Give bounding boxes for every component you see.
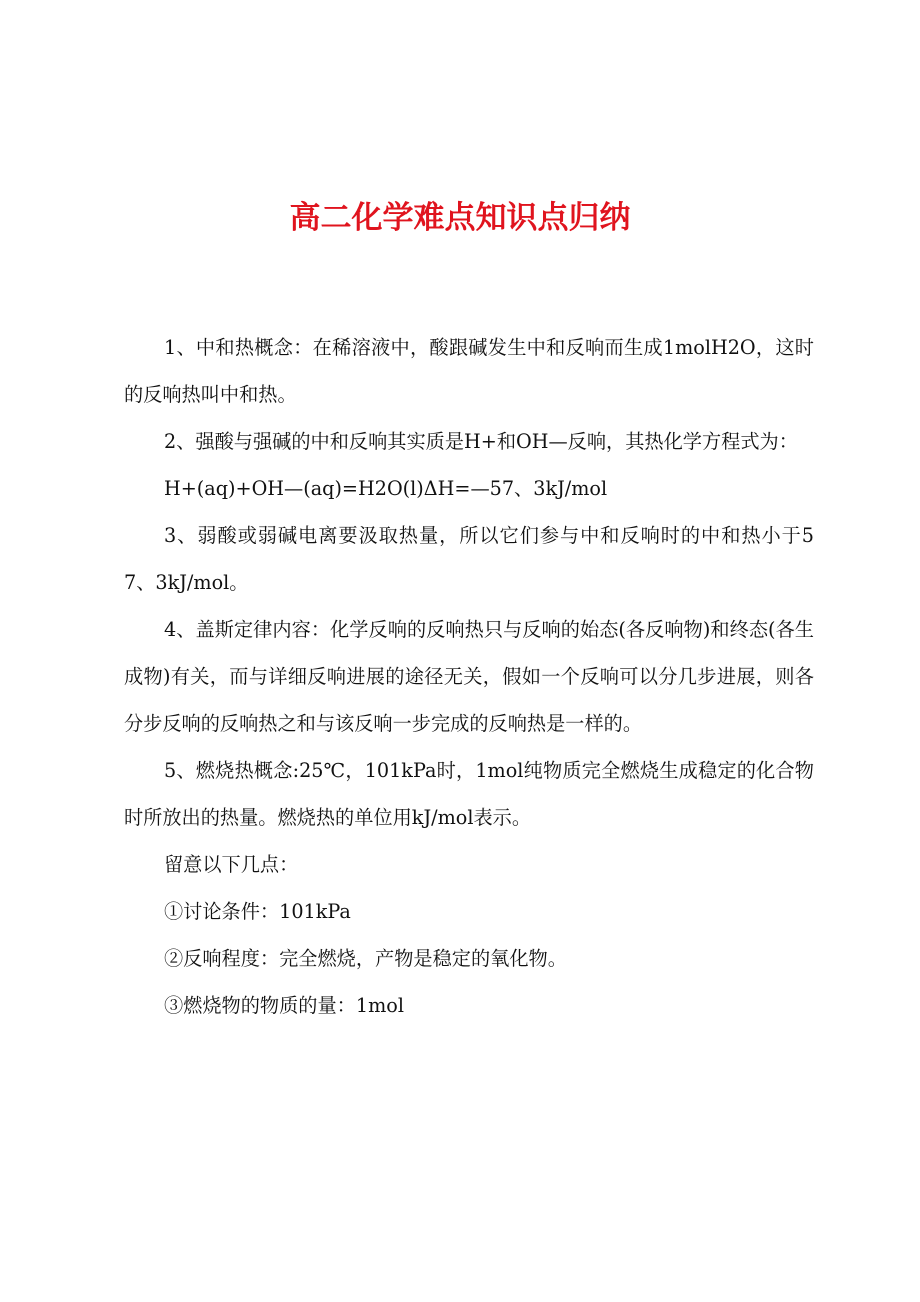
paragraph-note-1: ①讨论条件：101kPa [164,900,351,923]
paragraph-weak-acid-base: 3、弱酸或弱碱电离要汲取热量，所以它们参与中和反响时的中和热小于57、3kJ/mol。 [124,524,814,594]
paragraph-neutralization-heat: 1、中和热概念：在稀溶液中，酸跟碱发生中和反响而生成1molH2O，这时的反响热叫中和热。 [124,336,814,406]
document-title: 高二化学难点知识点归纳 [289,200,631,236]
paragraph-note-3: ③燃烧物的物质的量：1mol [164,994,404,1017]
paragraph-strong-acid-base: 2、强酸与强碱的中和反响其实质是H+和OH—反响，其热化学方程式为： [164,430,798,453]
document-body [124,324,814,1029]
paragraph-note-2: ②反响程度：完全燃烧，产物是稳定的氧化物。 [164,947,567,970]
paragraph-notes-heading: 留意以下几点： [164,853,299,876]
paragraph-combustion-heat: 5、燃烧热概念:25℃，101kPa时，1mol纯物质完全燃烧生成稳定的化合物时所放出的热量。燃烧热的单位用kJ/mol表示。 [124,759,814,829]
paragraph-thermochemical-equation: H+(aq)+OH—(aq)=H2O(l)ΔH=—57、3kJ/mol [164,477,608,500]
paragraph-hess-law: 4、盖斯定律内容：化学反响的反响热只与反响的始态(各反响物)和终态(各生成物)有关，而与详细反响进展的途径无关，假如一个反响可以分几步进展，则各分步反响的反响热之和与该反响一步完成的反响热是一样的。 [124,618,814,735]
